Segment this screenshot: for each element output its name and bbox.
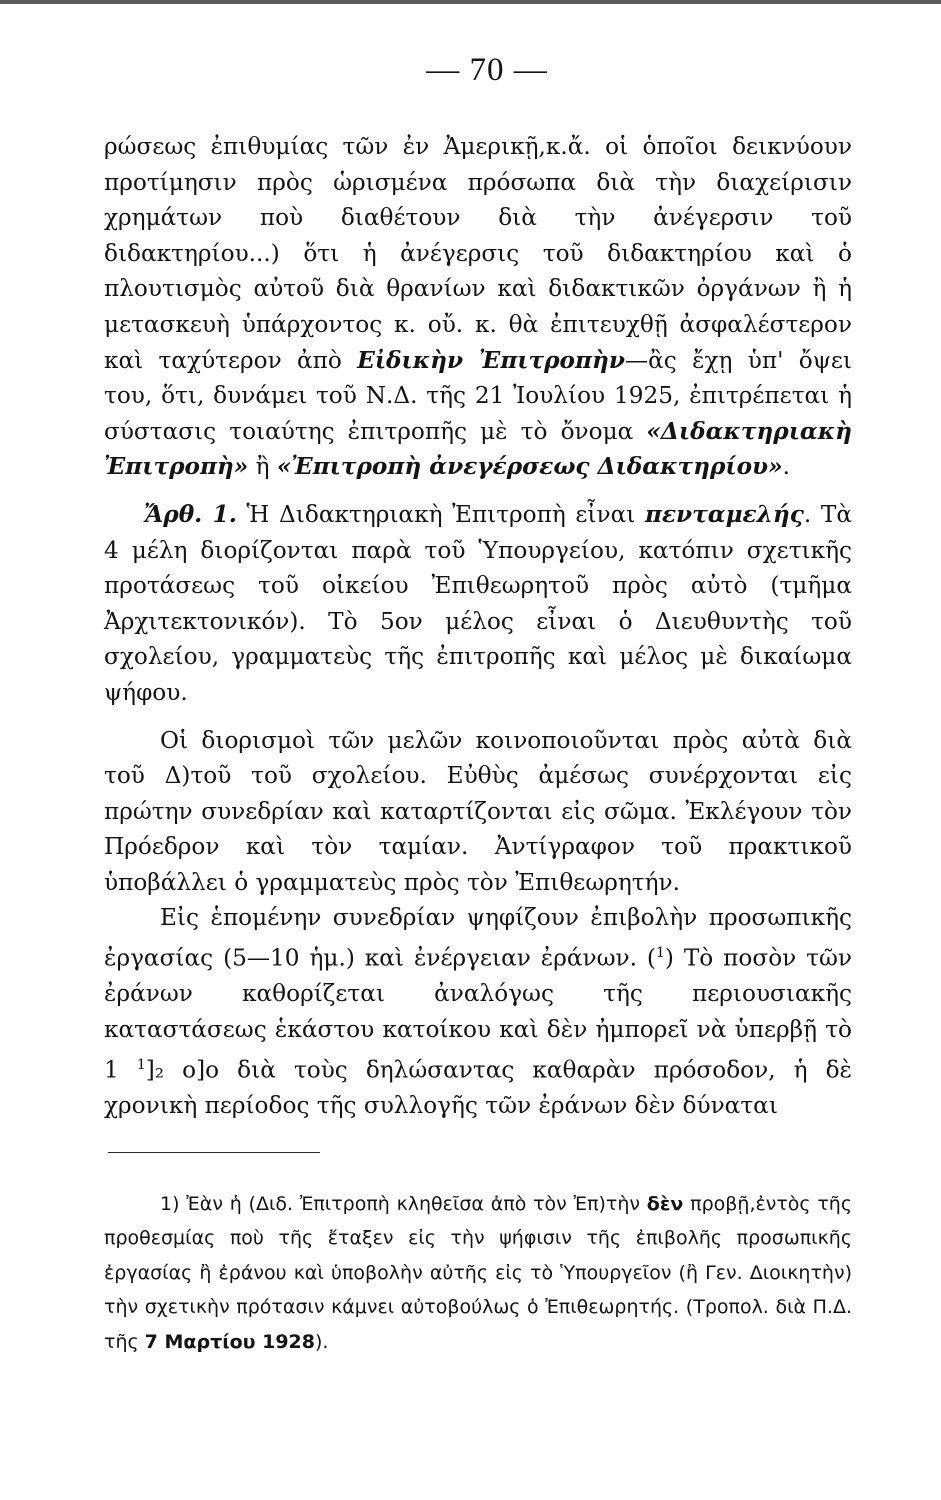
paragraph-3: Οἱ διορισμοὶ τῶν μελῶν κοινοποιοῦνται πρὸς αὐτὰ διὰ τοῦ Δ)τοῦ τοῦ σχολείου. Εὐθὺς ἀμέσως συνέρχονται εἰς πρώτην συνεδρίαν καὶ καταρτίζονται εἰς σῶμα. Ἐκλέγουν τὸν Πρόεδρον καὶ τὸν ταμίαν. Ἀντίγραφον τοῦ πρακτικοῦ ὑποβάλλει ὁ γραμματεὺς πρὸς τὸν Ἐπιθεωρητήν. <box>104 726 852 896</box>
page-number: — 70 — <box>426 52 548 88</box>
p4-text-3: ]₂ ο]ο διὰ τοὺς δηλώσαντας καθαρὰν πρόσοδον, ἡ δὲ χρονικὴ περίοδος τῆς συλλογῆς τῶν ἐράνων δὲν δύναται <box>104 1056 852 1119</box>
p2-text-2: . Τὰ 4 μέλη διορίζονται παρὰ τοῦ Ὑπουργείου, κατόπιν σχετικῆς προτάσεως τοῦ οἰκείου Ἐπιθεωρητοῦ πρὸς αὐτὸ (τμῆμα Ἀρχιτεκτονικόν). Τὸ 5ον μέλος εἶναι ὁ Διευθυντὴς τοῦ σχολείου, γραμματεὺς τῆς ἐπιτροπῆς καὶ μέλος μὲ δικαίωμα ψήφου. <box>104 500 852 706</box>
p4-text-2: ) Τὸ ποσὸν τῶν ἐράνων καθορίζεται ἀναλόγως τῆς περιουσιακῆς καταστάσεως ἑκάστου κατοίκου καὶ δὲν ἠμπορεῖ νὰ ὑπερβῇ τὸ 1 <box>104 944 852 1084</box>
p1-text-4: . <box>782 453 791 481</box>
paragraph-4 <box>104 900 852 1123</box>
footnote <box>104 1187 852 1360</box>
fraction-superscript: 1 <box>136 1056 146 1073</box>
p2-bold-2: πενταμελής <box>644 500 804 528</box>
p2-text-1: Ἡ Διδακτηριακὴ Ἐπιτροπὴ εἶναι <box>236 500 645 528</box>
paragraph-article-1 <box>104 497 852 711</box>
paragraph-1 <box>104 129 852 485</box>
p4-text-1: Εἰς ἑπομένην συνεδρίαν ψηφίζουν ἐπιβολὴν προσωπικῆς ἐργασίας (5—10 ἡμ.) καὶ ἐνέργειαν ἐράνων. ( <box>104 904 852 972</box>
fn-bold-2: 7 Μαρτίου 1928 <box>144 1330 315 1353</box>
p1-text-2: —ἂς ἔχῃ ὑπ' ὄψει του, ὅτι, δυνάμει τοῦ Ν.Δ. τῆς 21 Ἰουλίου 1925, ἐπιτρέπεται ἡ σύστασις τοιαύτης ἐπιτροπῆς μὲ τὸ ὄνομα <box>104 346 852 445</box>
p1-bold-2: «Διδακτηριακὴ Ἐπιτροπὴ» <box>104 417 852 481</box>
fn-text-1: 1) Ἐὰν ἡ (Διδ. Ἐπιτροπὴ κληθεῖσα ἀπὸ τὸν Ἐπ)τὴν <box>160 1192 647 1215</box>
p1-bold-3: «Ἐπιτροπὴ ἀνεγέρσεως Διδακτηρίου» <box>276 453 783 481</box>
footnote-divider <box>108 1152 320 1153</box>
p1-bold-1: Εἰδικὴν Ἐπιτροπὴν <box>357 346 625 374</box>
fn-text-3: ). <box>314 1330 329 1353</box>
page-top-edge <box>0 0 941 4</box>
p1-text-3: ἢ <box>248 453 277 481</box>
book-page <box>104 52 852 1359</box>
fn-bold-1: δὲν <box>646 1192 684 1215</box>
p1-text-1: ρώσεως ἐπιθυμίας τῶν ἐν Ἀμερικῇ,κ.ἄ. οἱ ὁποῖοι δεικνύουν προτίμησιν πρὸς ὡρισμένα πρόσωπα διὰ τὴν διαχείρισιν χρημάτων ποὺ διαθέτουν διὰ τὴν ἀνέγερσιν τοῦ διδακτηρίου...) ὅτι ἡ ἀνέγερσις τοῦ διδακτηρίου καὶ ὁ πλουτισμὸς αὐτοῦ διὰ θρανίων καὶ διδακτικῶν ὀργάνων ἢ ἡ μετασκευὴ ὑπάρχοντος κ. οὔ. κ. θὰ ἐπιτευχθῇ ἀσφαλέστερον καὶ ταχύτερον ἀπὸ <box>104 133 852 374</box>
article-label: Ἄρθ. 1. <box>144 500 237 528</box>
fn-text-2: προβῇ,ἐντὸς τῆς προθεσμίας ποὺ τῆς ἔταξεν εἰς τὴν ψήφισιν τῆς ἐπιβολῆς προσωπικῆς ἐργασίας ἢ ἐράνου καὶ ὑποβολὴν αὐτῆς εἰς τὸ Ὑπουργεῖον (ἢ Γεν. Διοικητὴν) τὴν σχετικὴν πρότασιν κάμνει αὐτοβούλως ὁ Ἐπιθεωρητής. (Τροπολ. διὰ Π.Δ. τῆς <box>104 1192 852 1353</box>
footnote-ref: 1 <box>655 945 665 962</box>
